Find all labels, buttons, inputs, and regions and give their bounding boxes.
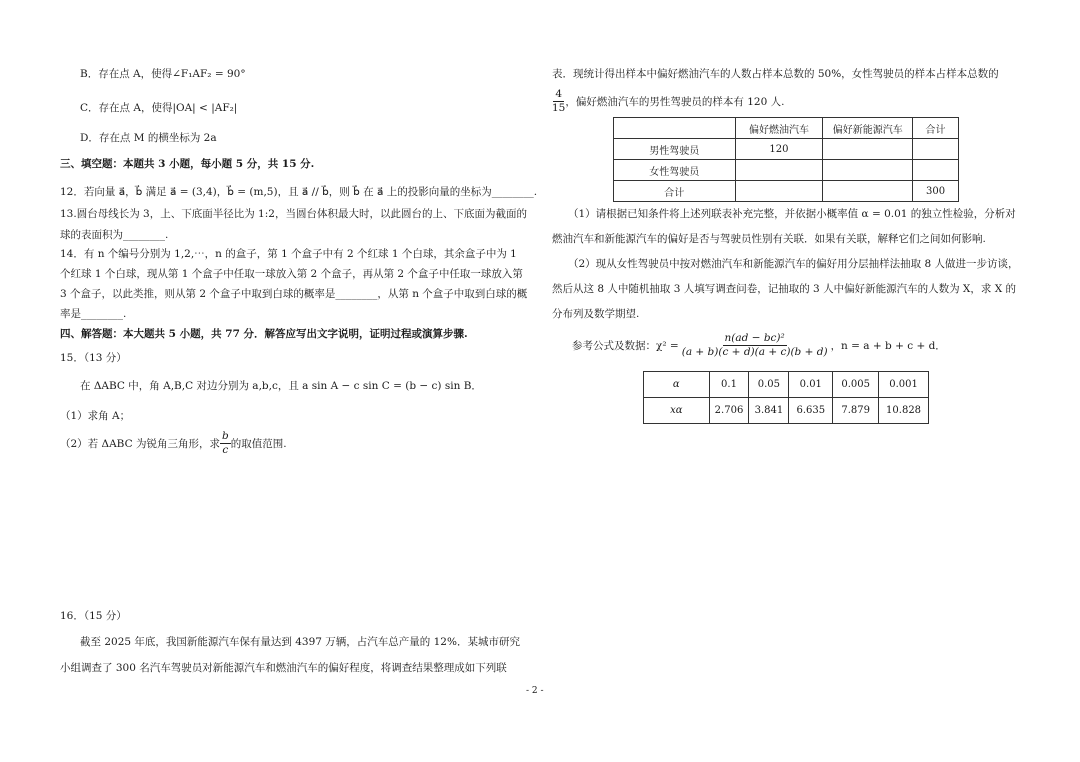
table-row (614, 160, 959, 181)
table-cell (913, 139, 959, 160)
question-15-heading: 15．（13 分） (60, 352, 127, 364)
table-cell: 2.706 (709, 398, 749, 424)
table-cell: 男性驾驶员 (614, 139, 736, 160)
fraction-b-over-c (220, 430, 231, 457)
table-header-cell (614, 118, 736, 139)
table-cell (913, 160, 959, 181)
question-16-paragraph-line-2: 小组调查了 300 名汽车驾驶员对新能源汽车和燃油汽车的偏好程度，将调查结果整理成如下列联 (60, 662, 507, 674)
right-paragraph-line-2 (552, 88, 784, 115)
right-paragraph-line-1: 表．现统计得出样本中偏好燃油汽车的人数占样本总数的 50%，女性驾驶员的样本占样本总数的 (552, 68, 999, 80)
table-cell: 合计 (614, 181, 736, 202)
table-header-cell: 合计 (913, 118, 959, 139)
formula-label: 参考公式及数据：χ² = (572, 340, 679, 352)
table-cell (823, 181, 913, 202)
sub-question-2-line-3: 分布列及数学期望. (552, 308, 640, 320)
question-15-body: 在 ΔABC 中，角 A,B,C 对边分别为 a,b,c，且 a sin A − c sin C = (b − c) sin B． (80, 380, 482, 392)
question-12: 12．若向量 a⃗，b⃗ 满足 a⃗ = (3,4)，b⃗ = (m,5)，且 a⃗ // b⃗，则 b⃗ 在 a⃗ 上的投影向量的坐标为________. (60, 186, 538, 198)
table-cell: 6.635 (789, 398, 833, 424)
table-header-cell: 偏好燃油汽车 (735, 118, 823, 139)
table-cell: xα (644, 398, 710, 424)
table-cell: 120 (735, 139, 823, 160)
question-15-part-2 (60, 430, 287, 457)
table-cell (823, 139, 913, 160)
sub-question-1-line-1: （1）请根据已知条件将上述列联表补充完整，并依据小概率值 α = 0.01 的独立性检验，分析对 (568, 208, 1016, 220)
fraction-numerator: 4 (555, 88, 563, 100)
table-cell: 0.1 (709, 372, 749, 398)
right-paragraph-line-2-text: ，偏好燃油汽车的男性驾驶员的样本有 120 人. (565, 96, 785, 108)
fraction-4-over-15 (552, 88, 565, 115)
table-header-row (614, 118, 959, 139)
table-cell: 10.828 (879, 398, 929, 424)
section-4-heading: 四、解答题：本大题共 5 小题，共 77 分．解答应写出文字说明，证明过程或演算步骤. (60, 328, 468, 340)
fraction-denominator: 15 (552, 102, 566, 114)
table-cell: 0.05 (749, 372, 789, 398)
table-header-cell: 偏好新能源汽车 (823, 118, 913, 139)
table-cell (735, 181, 823, 202)
reference-formula (572, 332, 946, 359)
question-16-paragraph-line-1: 截至 2025 年底，我国新能源汽车保有量达到 4397 万辆，占汽车总产量的 12%．某城市研究 (80, 636, 520, 648)
table-row (644, 398, 929, 424)
table-cell: 3.841 (749, 398, 789, 424)
fraction-numerator: b (221, 430, 229, 442)
sub-question-1-line-2: 燃油汽车和新能源汽车的偏好是否与驾驶员性别有关联．如果有关联，解释它们之间如何影响. (552, 233, 986, 245)
fraction-denominator: c (222, 444, 229, 456)
contingency-table (613, 117, 959, 202)
question-15-part-2-tail: 的取值范围. (230, 438, 287, 450)
table-row (644, 372, 929, 398)
sub-question-2-line-1: （2）现从女性驾驶员中按对燃油汽车和新能源汽车的偏好用分层抽样法抽取 8 人做进一步访谈， (568, 258, 1019, 270)
critical-value-table (643, 371, 929, 424)
option-d: D．存在点 M 的横坐标为 2a (80, 132, 217, 144)
option-b: B．存在点 A，使得∠F₁AF₂ = 90° (80, 68, 246, 80)
section-3-heading: 三、填空题：本题共 3 小题，每小题 5 分，共 15 分. (60, 158, 315, 170)
formula-tail: ，n = a + b + c + d． (830, 340, 946, 352)
table-cell: 女性驾驶员 (614, 160, 736, 181)
question-16-heading: 16．（15 分） (60, 610, 127, 622)
table-row (614, 139, 959, 160)
table-cell: 0.001 (879, 372, 929, 398)
table-cell: 300 (913, 181, 959, 202)
question-13: 13.圆台母线长为 3，上、下底面半径比为 1:2，当圆台体积最大时，以此圆台的上、下底面为截面的球的表面积为________. (60, 208, 527, 241)
table-cell (735, 160, 823, 181)
table-cell: 0.005 (833, 372, 879, 398)
table-cell (823, 160, 913, 181)
table-cell: 0.01 (789, 372, 833, 398)
sub-question-2-line-2: 然后从这 8 人中随机抽取 3 人填写调查问卷，记抽取的 3 人中偏好新能源汽车的人数为 X，求 X 的 (552, 283, 1017, 295)
option-c: C．存在点 A，使得|OA| < |AF₂| (80, 102, 238, 114)
table-cell: α (644, 372, 710, 398)
question-15-part-2-lead: （2）若 ΔABC 为锐角三角形，求 (60, 438, 220, 450)
table-row (614, 181, 959, 202)
page-number: - 2 - (526, 686, 544, 696)
table-cell: 7.879 (833, 398, 879, 424)
chi-square-fraction (682, 332, 828, 359)
question-14: 14．有 n 个编号分别为 1,2,⋯，n 的盒子，第 1 个盒子中有 2 个红球 1 个白球，其余盒子中为 1 个红球 1 个白球，现从第 1 个盒子中任取一球放入第 2 个盒子，再从第 2 个盒子中任取一球放入第 3 个盒子，以此类推，则从第 2 个盒子中取到白球的概率是________，从第 n 个盒子中取到白球的概率是________. (60, 248, 528, 320)
formula-numerator: n(ad − bc)² (724, 332, 785, 344)
formula-denominator: (a + b)(c + d)(a + c)(b + d) (681, 346, 828, 358)
question-15-part-1: （1）求角 A； (60, 410, 131, 422)
